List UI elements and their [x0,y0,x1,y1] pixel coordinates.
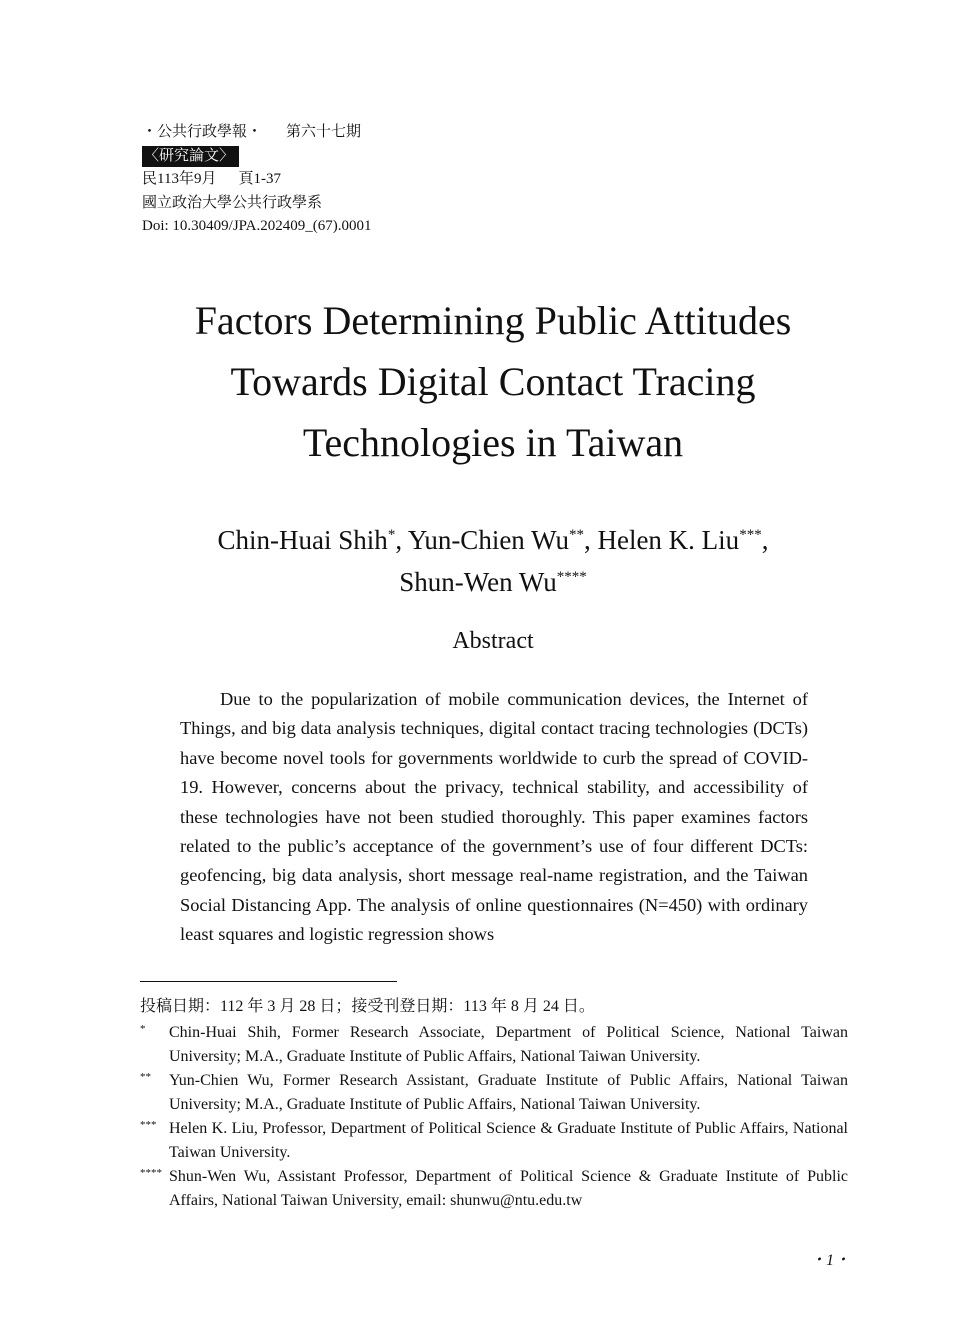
article-type-line [142,145,371,169]
author-name: Helen K. Liu [597,525,740,555]
title-line: Technologies in Taiwan [302,420,684,465]
doi: Doi: 10.30409/JPA.202409_(67).0001 [142,218,372,234]
author-name: Yun-Chien Wu [407,525,569,555]
footnote [140,1165,848,1213]
publication-date: 民113年9月 [142,171,217,187]
footnote-mark: ** [140,1071,151,1083]
footnote-text: Yun-Chien Wu, Former Research Assistant, Graduate Institute of Public Affairs, National Taiwan University; M.A., Graduate Institute of Public Affairs, National Taiwan University. [169,1072,848,1113]
journal-name: ・公共行政學報・ [142,124,263,140]
footnote [140,1069,848,1117]
author-separator: , [395,525,408,555]
footnote-mark: * [140,1023,146,1035]
author-name: Shun-Wen Wu [399,567,557,597]
footnote-mark: **** [140,1167,162,1179]
submission-dates: 投稿日期：112 年 3 月 28 日；接受刊登日期：113 年 8 月 24 日。 [140,998,595,1015]
footnote-mark: *** [140,1119,157,1131]
author-footnote-mark: *** [739,527,762,543]
journal-header [142,121,371,239]
footnote [140,1021,848,1069]
abstract-body: Due to the popularization of mobile communication devices, the Internet of Things, and big data analysis techniques, digital contact tracing technologies (DCTs) have become novel tools for governments worldwide to curb the spread of COVID-19. However, concerns about the privacy, technical stability, and accessibility of these technologies have not been studied thoroughly. This paper examines factors related to the public’s acceptance of the government’s use of four different DCTs: geofencing, big data analysis, short message real-name registration, and the Taiwan Social Distancing App. The analysis of online questionnaires (N=450) with ordinary least squares and logistic regression shows [180,689,808,945]
page-number: ・1・ [810,1252,851,1269]
issue-number: 第六十七期 [286,124,362,140]
journal-issue-line [142,121,371,145]
author-list [100,519,886,603]
footnotes [140,995,848,1213]
footnote [140,1117,848,1165]
author-footnote-mark: **** [556,569,587,585]
author-line [100,561,886,603]
footnote-text: Shun-Wen Wu, Assistant Professor, Department of Political Science & Graduate Institute of Public Affairs, National Taiwan University, email: shunwu@ntu.edu.tw [169,1168,848,1209]
date-pages-line [142,168,371,192]
footnote-divider [140,981,397,982]
author-footnote-mark: * [387,527,396,543]
title-line: Towards Digital Contact Tracing [230,359,756,404]
title-line: Factors Determining Public Attitudes [194,298,792,343]
author-footnote-mark: ** [568,527,584,543]
author-separator: , [583,525,598,555]
abstract-heading: Abstract [452,628,534,654]
footnote-text: Helen K. Liu, Professor, Department of Political Science & Graduate Institute of Public Affairs, National Taiwan University. [169,1120,848,1161]
author-name: Chin-Huai Shih [217,525,388,555]
author-line [100,519,886,561]
publisher: 國立政治大學公共行政學系 [142,194,323,211]
footnote-text: Chin-Huai Shih, Former Research Associate, Department of Political Science, National Taiwan University; M.A., Graduate Institute of Public Affairs, National Taiwan University. [169,1024,848,1065]
page-range: 頁1-37 [238,171,281,187]
paper-title [100,290,886,473]
article-type-badge: 〈研究論文〉 [142,146,239,167]
author-separator: , [761,525,769,555]
